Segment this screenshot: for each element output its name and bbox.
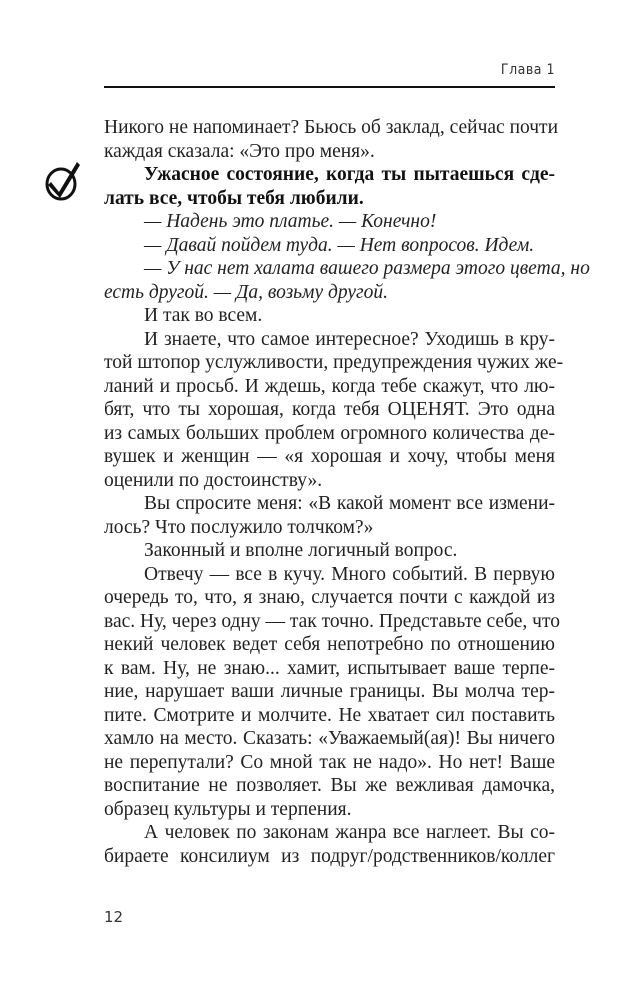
text-line: Отвечу — все в кучу. Много событий. В первую	[144, 563, 555, 585]
text-line: воспитание не позволяет. Вы же вежливая дамочка,	[104, 775, 555, 796]
text-line: Никого не напоминает? Бьюсь об заклад, сейчас почти	[104, 117, 559, 138]
text-line: Ужасное состояние, когда ты пытаешься сде-	[144, 164, 555, 185]
text-line: Законный и вполне логичный вопрос.	[144, 540, 458, 561]
text-line: вушек и женщин — «я хорошая и хочу, чтобы меня	[104, 446, 555, 467]
text-line: есть другой. — Да, возьму другой.	[104, 281, 389, 303]
checkmark-circle-icon	[44, 158, 82, 202]
text-line: не перепутали? Со мной так не надо». Но нет! Ваше	[104, 751, 555, 773]
text-line: оценили по достоинству».	[104, 469, 323, 491]
text-line: вас. Ну, через одну — так точно. Представьте себе, что	[104, 610, 560, 632]
text-line: той штопор услужливости, предупреждения чужих же-	[104, 352, 564, 373]
text-line: — Надень это платье. — Конечно!	[144, 211, 437, 232]
text-line: пите. Смотрите и молчите. Не хватает сил поставить	[104, 704, 555, 726]
text-line: бят, что ты хорошая, когда тебя ОЦЕНЯТ. Это одна	[104, 399, 555, 420]
text-line: хамло на место. Сказать: «Уважаемый(ая)! Вы ничего	[104, 728, 555, 749]
running-head-chapter: Глава 1	[500, 62, 555, 78]
text-line: лось? Что послужило толчком?»	[104, 516, 374, 538]
text-line: ланий и просьб. И ждешь, когда тебе скажут, что лю-	[104, 375, 555, 397]
page-number: 12	[104, 908, 124, 926]
text-line: каждая сказала: «Это про меня».	[104, 140, 375, 162]
text-line: А человек по законам жанра все наглеет. Вы со-	[144, 822, 555, 843]
text-line: бираете консилиум из подруг/родственников/коллег	[104, 845, 555, 867]
text-line: из самых больших проблем огромного количества де-	[104, 422, 555, 444]
text-line: И так во всем.	[144, 305, 263, 326]
text-line: к вам. Ну, не знаю... хамит, испытывает ваше терпе-	[104, 657, 555, 679]
text-line: Вы спросите меня: «В какой момент все измени-	[144, 493, 555, 514]
text-line: очередь то, что, я знаю, случается почти с каждой из	[104, 587, 555, 608]
text-line: ние, нарушает ваши личные границы. Вы молча тер-	[104, 681, 555, 702]
text-line: — Давай пойдем туда. — Нет вопросов. Идем.	[144, 234, 535, 256]
text-line: образец культуры и терпения.	[104, 798, 352, 820]
text-line: некий человек ведет себя непотребно по отношению	[104, 634, 555, 655]
text-line: И знаете, что самое интересное? Уходишь в кру-	[144, 328, 555, 350]
text-line: — У нас нет халата вашего размера этого цвета, но	[144, 258, 590, 279]
text-line: лать все, чтобы тебя любили.	[104, 187, 364, 209]
body-text	[104, 116, 590, 868]
header-rule	[104, 86, 555, 88]
